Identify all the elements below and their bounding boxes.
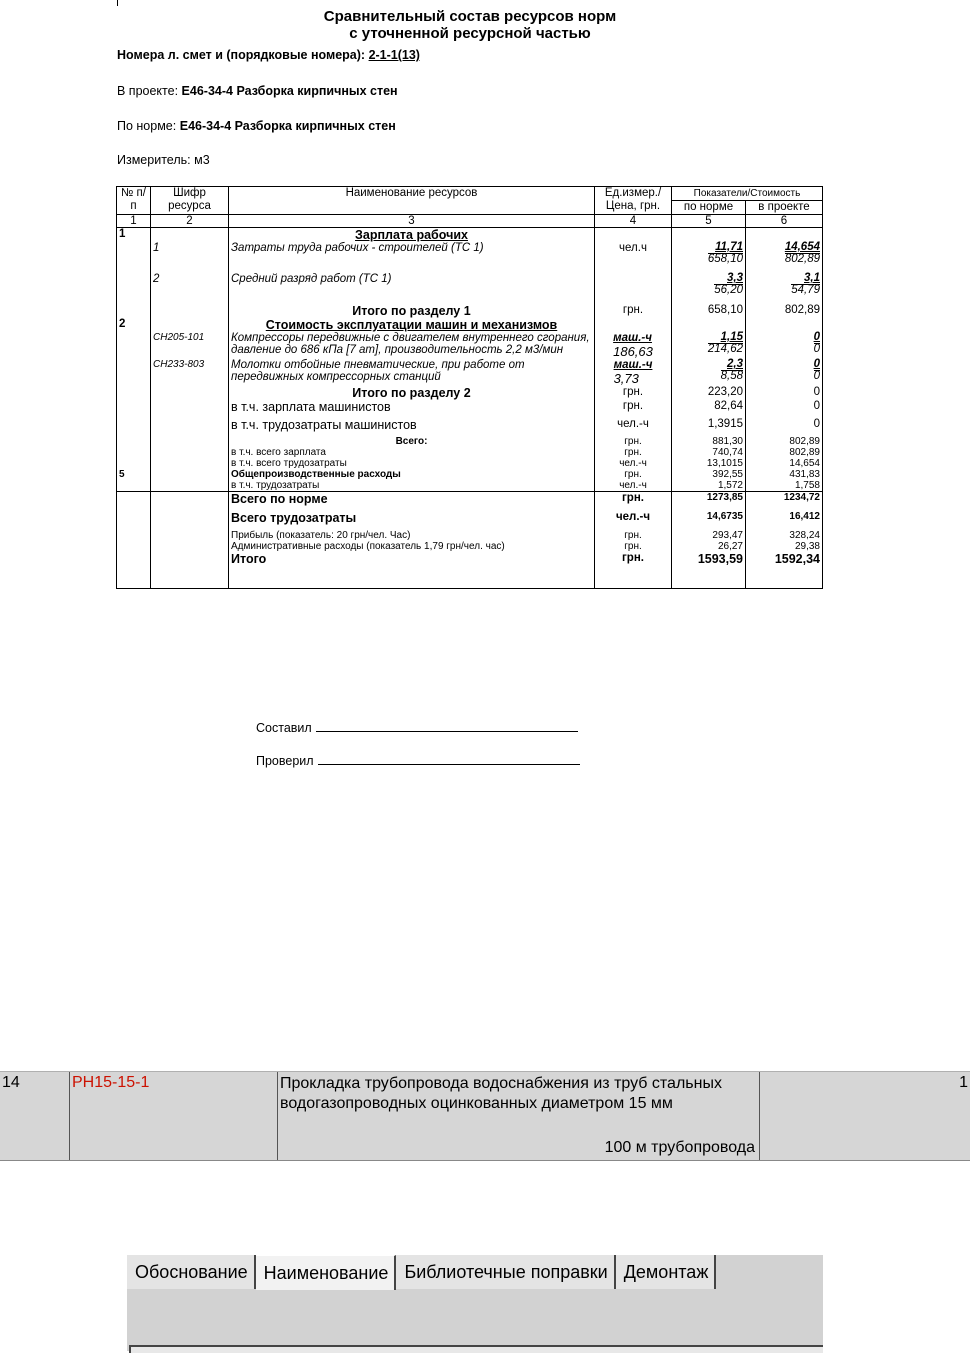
row-label: Административные расходы (показатель 1,79 грн/чел. час) [229,541,595,552]
section-title: Зарплата рабочих [229,228,595,243]
signature-composed [256,719,578,735]
signature-line [316,719,578,732]
grand-total-label: Итого [229,552,595,589]
norm-value-top: 1,15 [708,332,743,344]
row-unit: грн. [595,492,672,511]
resource-code: СН205-101 [151,332,229,359]
header-norm: по норме [672,201,746,215]
title-line-1: Сравнительный состав ресурсов норм [323,8,617,25]
subtotal-label: Итого по разделу 2 [229,386,595,400]
signature-line [318,752,580,765]
row-norm: 392,55 [672,469,746,480]
norm-value: Е46-34-4 Разборка кирпичных стен [179,119,396,133]
row-project: 802,89 [746,447,823,458]
estimate-row-code[interactable]: РН15-15-1 [70,1072,278,1160]
header-num: № п/п [117,187,151,215]
table-row [117,511,823,530]
row-label: в т.ч. зарплата машинистов [229,400,595,418]
estimate-row-qty[interactable]: 1 [959,1074,968,1091]
resource-name: Средний разряд работ (ТС 1) [229,273,595,304]
row-project: 16,412 [746,511,823,530]
estimate-row[interactable] [0,1071,970,1161]
project-line [117,84,398,98]
row-label: Всего трудозатраты [229,511,595,530]
row-project: 1234,72 [746,492,823,511]
project-value: Е46-34-4 Разборка кирпичных стен [181,84,398,98]
title-line-2: с уточненной ресурсной частью [349,25,591,42]
unit-label: Измеритель: [117,153,191,167]
section-num: 2 [117,318,151,332]
table-row [117,541,823,552]
tab-library-corrections[interactable]: Библиотечные поправки [396,1255,615,1289]
row-unit: грн. [595,469,672,480]
table-row [117,318,823,332]
project-value-bottom: 0 [813,370,820,382]
row-unit: чел.-ч [595,511,672,530]
row-unit: грн. [595,530,672,541]
estimate-row-unit: 100 м трубопровода [604,1139,755,1156]
section-num: 1 [117,228,151,243]
row-norm: 1,572 [672,480,746,492]
subtotal-norm: 223,20 [672,386,746,400]
row-unit: грн. [595,541,672,552]
tab-panel [127,1255,823,1351]
table-row [117,228,823,243]
resource-code: 2 [151,273,229,304]
row-project: 1,758 [746,480,823,492]
colnum-6: 6 [746,215,823,228]
table-row [117,332,823,359]
row-label: в т.ч. всего трудозатраты [229,458,595,469]
project-value-top: 3,1 [791,273,820,285]
row-norm: 293,47 [672,530,746,541]
tab-justification[interactable]: Обоснование [127,1255,256,1289]
unit-top: маш.-ч [613,359,653,371]
row-norm: 14,6735 [672,511,746,530]
unit-price: 186,63 [613,344,653,359]
smeta-label: Номера л. смет и (порядковые номера): [117,48,366,62]
row-norm: 82,64 [672,400,746,418]
subtotal-unit: грн. [595,386,672,400]
row-label: в т.ч. всего зарплата [229,447,595,458]
row-label: в т.ч. трудозатраты [229,480,595,492]
estimate-row-num[interactable]: 14 [0,1072,70,1160]
unit-value: м3 [194,153,210,167]
table-row [117,480,823,492]
row-unit: чел.-ч [595,458,672,469]
header-name: Наименование ресурсов [229,187,595,215]
row-unit: грн. [595,436,672,447]
row-project: 0 [746,418,823,436]
row-unit: грн. [595,400,672,418]
tab-content[interactable] [129,1345,823,1353]
document-title [270,8,670,42]
tab-name[interactable]: Наименование [256,1255,397,1290]
table-row [117,273,823,304]
norm-value-top: 2,3 [721,359,743,371]
table-row [117,469,823,480]
row-norm: 1273,85 [672,492,746,511]
row-norm: 26,27 [672,541,746,552]
table-row [117,242,823,273]
grand-total-project: 1592,34 [746,552,823,589]
unit-line [117,153,210,167]
row-project: 802,89 [746,436,823,447]
subtotal-unit: грн. [595,304,672,318]
subtotal-project: 802,89 [746,304,823,318]
row-project: 29,38 [746,541,823,552]
project-value-bottom: 0 [813,343,820,355]
norm-value-bottom: 214,62 [707,343,743,355]
row-unit: грн. [595,552,672,589]
subtotal-norm: 658,10 [672,304,746,318]
header-group: Показатели/Стоимость [672,187,823,201]
project-value-top: 0 [813,331,820,343]
row-num: 5 [117,469,151,480]
row-norm: 13,1015 [672,458,746,469]
row-norm: 740,74 [672,447,746,458]
row-project: 0 [746,400,823,418]
table-row [117,400,823,418]
colnum-3: 3 [229,215,595,228]
resource-code: СН233-803 [151,359,229,386]
colnum-2: 2 [151,215,229,228]
row-project: 14,654 [746,458,823,469]
project-value-bottom: 802,89 [784,253,820,265]
table-row [117,386,823,400]
table-row [117,418,823,436]
estimate-row-name[interactable] [278,1072,760,1160]
table-row [117,458,823,469]
smeta-numbers [117,48,420,62]
smeta-value: 2-1-1(13) [368,48,420,62]
colnum-5: 5 [672,215,746,228]
subtotal-label: Итого по разделу 1 [229,304,595,318]
table-row [117,304,823,318]
resource-name: Затраты труда рабочих - строителей (ТС 1) [229,242,595,273]
row-label: в т.ч. трудозатраты машинистов [229,418,595,436]
project-value-top: 0 [813,358,820,370]
colnum-4: 4 [595,215,672,228]
project-value-top: 14,654 [784,241,820,253]
row-unit: чел.-ч [595,480,672,492]
grand-total-norm: 1593,59 [672,552,746,589]
subtotal-project: 0 [746,386,823,400]
row-label: Всего по норме [229,492,595,511]
header-unit: Ед.измер./ Цена, грн. [595,187,672,215]
tab-bar [127,1255,716,1289]
table-row [117,436,823,447]
resource-name: Компрессоры передвижные с двигателем внутреннего сгорания, давление до 686 кПа [7 ат], производительность 2,2 м3/мин [229,332,595,359]
norm-line [117,119,396,133]
table-row [117,492,823,511]
row-norm: 881,30 [672,436,746,447]
header-code: Шифр ресурса [151,187,229,215]
norm-value-bottom: 658,10 [707,253,743,265]
unit-price: 3,73 [613,371,639,386]
page-mark [117,0,118,6]
row-norm: 1,3915 [672,418,746,436]
total-label: Всего: [229,436,595,447]
colnum-1: 1 [117,215,151,228]
signature-composed-label: Составил [256,721,312,735]
project-label: В проекте: [117,84,179,98]
unit-top: маш.-ч [613,332,652,344]
norm-value-bottom: 8,58 [720,370,743,382]
table-row [117,359,823,386]
norm-value-top: 11,71 [708,242,743,254]
row-unit: грн. [595,447,672,458]
norm-value-top: 3,3 [714,273,743,285]
resource-code: 1 [151,242,229,273]
resource-unit: чел.ч [595,242,672,273]
row-project: 328,24 [746,530,823,541]
signature-checked-label: Проверил [256,754,314,768]
tab-dismantling[interactable]: Демонтаж [616,1255,717,1289]
row-label: Прибыль (показатель: 20 грн/чел. Час) [229,530,595,541]
signature-checked [256,752,580,768]
row-unit: чел.-ч [595,418,672,436]
resource-name: Молотки отбойные пневматические, при работе от передвижных компрессорных станций [229,359,595,386]
row-project: 431,83 [746,469,823,480]
norm-value-bottom: 56,20 [714,284,743,296]
estimate-row-name-text: Прокладка трубопровода водоснабжения из труб стальных водогазопроводных оцинкованных диаметром 15 мм [280,1075,722,1112]
table-row [117,447,823,458]
header-project: в проекте [746,201,823,215]
table-row [117,552,823,589]
table-row [117,530,823,541]
row-label: Общепроизводственные расходы [229,469,595,480]
resources-table [116,186,823,589]
section-title: Стоимость эксплуатации машин и механизмов [229,318,595,332]
norm-label: По норме: [117,119,177,133]
project-value-bottom: 54,79 [791,284,820,296]
